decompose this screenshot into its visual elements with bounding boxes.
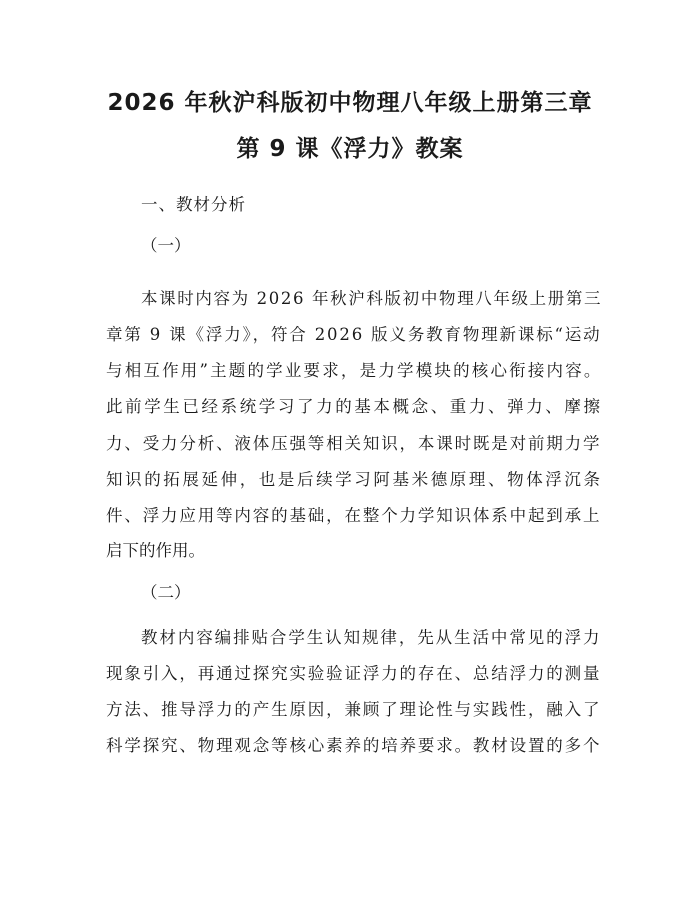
- paragraph-2-line: 现象引入，再通过探究实验验证浮力的存在、总结浮力的测量: [106, 664, 602, 683]
- paragraph-1-line: 力、受力分析、液体压强等相关知识，本课时既是对前期力学: [106, 434, 602, 453]
- paragraph-1-line: 启下的作用。: [106, 541, 205, 560]
- paragraph-1-line: 本课时内容为 2026 年秋沪科版初中物理八年级上册第三: [141, 289, 603, 308]
- document-title-line-1: 2026 年秋沪科版初中物理八年级上册第三章: [107, 90, 593, 116]
- section-heading-textbook-analysis: 一、教材分析: [141, 195, 246, 214]
- paragraph-2-line: 科学探究、物理观念等核心素养的培养要求。教材设置的多个: [106, 736, 602, 755]
- paragraph-1-line: 知识的拓展延伸，也是后续学习阿基米德原理、物体浮沉条: [106, 470, 603, 489]
- paragraph-2-line: 方法、推导浮力的产生原因，兼顾了理论性与实践性，融入了: [106, 700, 602, 719]
- paragraph-1-line: 与相互作用”主题的学业要求，是力学模块的核心衔接内容。: [106, 361, 603, 380]
- document-title-line-2: 第 9 课《浮力》教案: [236, 136, 464, 162]
- paragraph-1-line: 件、浮力应用等内容的基础，在整个力学知识体系中起到承上: [106, 506, 602, 525]
- subsection-heading-1: （一）: [141, 236, 191, 255]
- subsection-heading-2: （二）: [141, 583, 191, 602]
- paragraph-1-line: 章第 9 课《浮力》，符合 2026 版义务教育物理新课标“运动: [106, 325, 602, 344]
- paragraph-1-line: 此前学生已经系统学习了力的基本概念、重力、弹力、摩擦: [106, 397, 603, 416]
- paragraph-2-line: 教材内容编排贴合学生认知规律，先从生活中常见的浮力: [141, 628, 602, 647]
